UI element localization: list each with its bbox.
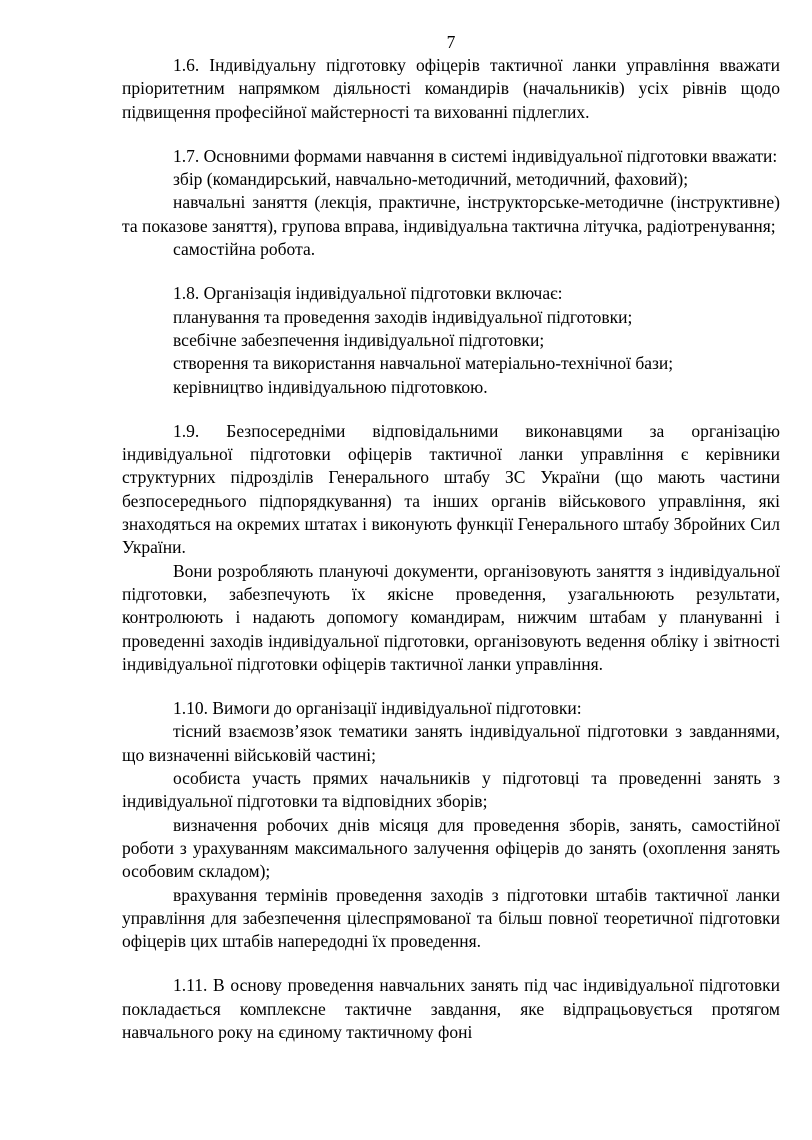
list-item-kerivnytstvo: керівництво індивідуальною підготовкою. xyxy=(173,376,488,397)
paragraph-1-6: 1.6. Індивідуальну підготовку офіцерів тактичної ланки управління вважати пріоритетним напрямком діяльності командирів (начальників) усіх рівнів щодо підвищення професійної майстерності та вихованні підлеглих. xyxy=(122,55,780,122)
list-item-planuvannya: планування та проведення заходів індивідуальної підготовки; xyxy=(173,306,633,327)
paragraph-1-7: 1.7. Основними формами навчання в системі індивідуальної підготовки вважати: xyxy=(173,145,778,166)
list-item-terminy: врахування термінів проведення заходів з підготовки штабів тактичної ланки управління для забезпечення цілеспрямованої та більш повної теоретичної підготовки офіцерів цих штабів напередодні їх проведення. xyxy=(122,884,780,952)
page-number: 7 xyxy=(446,32,456,52)
paragraph-1-10: 1.10. Вимоги до організації індивідуальної підготовки: xyxy=(173,698,582,719)
paragraph-1-9-continued: Вони розробляють плануючі документи, організовують заняття з індивідуальної підготовки, забезпечують їх якісне проведення, узагальнюють результати, контролюють і надають допомогу командирам, нижчим штабам у плануванні і проведенні заходів індивідуальної підготовки, організовують ведення обліку і звітності індивідуальної підготовки офіцерів тактичної ланки управління. xyxy=(122,560,780,674)
paragraph-1-9: 1.9. Безпосередніми відповідальними виконавцями за організацію індивідуальної підготовки офіцерів тактичної ланки управління є керівники структурних підрозділів Генерального штабу ЗС України (що мають частини безпосереднього підпорядкування) та інших органів військового управління, які знаходяться на окремих штатах і виконують функції Генерального штабу Збройних Сил України. xyxy=(122,420,780,558)
list-item-navchalni-zanyattya: навчальні заняття (лекція, практичне, інструкторське-методичне (інструктивне) та показове заняття), групова вправа, індивідуальна тактична літучка, радіотренування; xyxy=(122,192,780,236)
list-item-zabezpechennya: всебічне забезпечення індивідуальної підготовки; xyxy=(173,329,545,350)
list-item-tematyka: тісний взаємозв’язок тематики занять індивідуальної підготовки з завданнями, що визначенні військовій частині; xyxy=(122,721,780,765)
list-item-osobysta-uchast: особиста участь прямих начальників у підготовці та проведенні занять з індивідуальної підготовки та відповідних зборів; xyxy=(122,768,780,812)
list-item-robochi-dni: визначення робочих днів місяця для проведення зборів, занять, самостійної роботи з урахуванням максимального залучення офіцерів до занять (охоплення занять особовим складом); xyxy=(122,814,780,882)
paragraph-1-8: 1.8. Організація індивідуальної підготовки включає: xyxy=(173,283,563,304)
list-item-mtb: створення та використання навчальної матеріально-технічної бази; xyxy=(173,353,674,374)
list-item-zbir: збір (командирський, навчально-методичний, методичний, фаховий); xyxy=(173,169,689,190)
paragraph-1-11: 1.11. В основу проведення навчальних занять під час індивідуальної підготовки покладається комплексне тактичне завдання, яке відпрацьовується протягом навчального року на єдиному тактичному фоні xyxy=(122,975,780,1042)
list-item-samostiyna-robota: самостійна робота. xyxy=(173,239,316,260)
document-page xyxy=(122,30,780,1044)
